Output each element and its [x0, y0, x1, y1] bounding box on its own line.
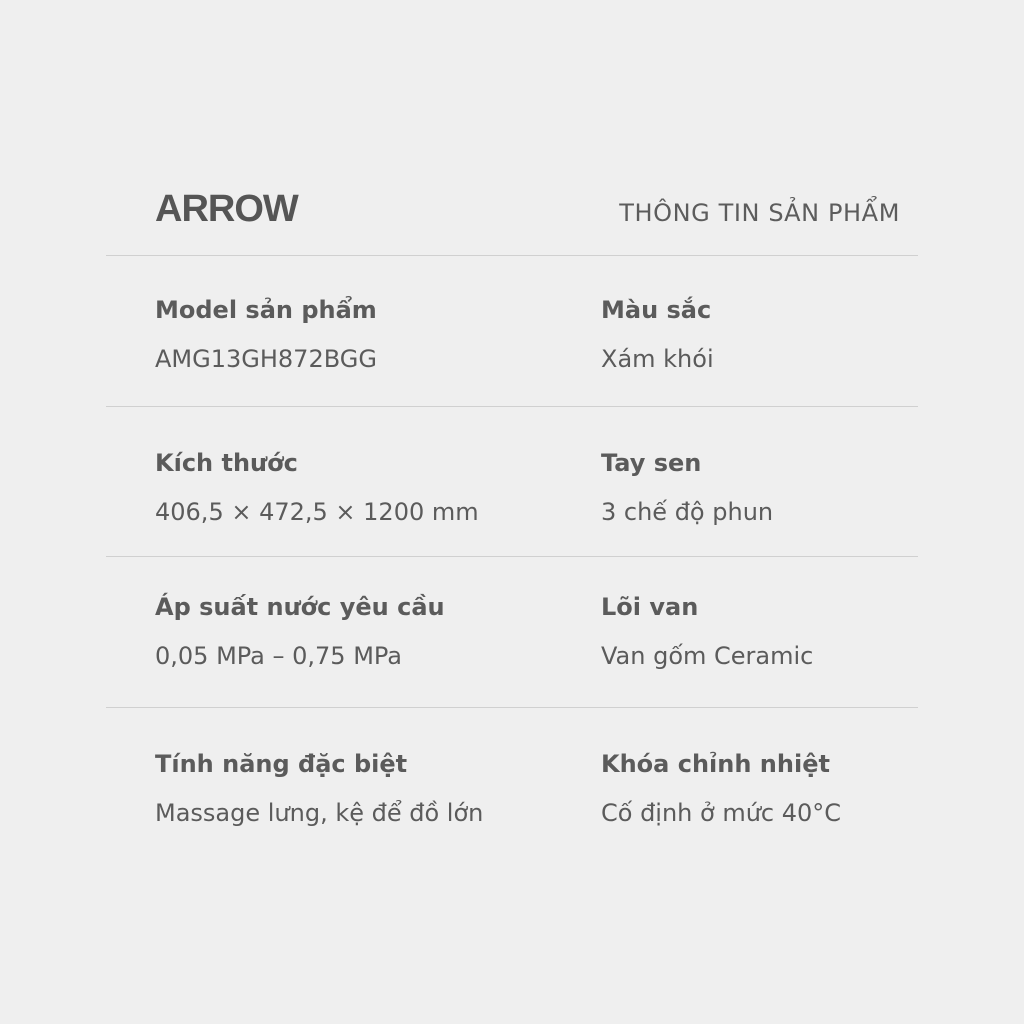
spec-label: Áp suất nước yêu cầu	[155, 593, 445, 621]
divider	[106, 707, 918, 708]
spec-value: Cố định ở mức 40°C	[601, 799, 842, 827]
brand-logo: ARROW	[155, 188, 298, 230]
spec-value: 406,5 × 472,5 × 1200 mm	[155, 498, 479, 526]
spec-model	[155, 298, 377, 371]
divider	[106, 255, 918, 256]
spec-label: Khóa chỉnh nhiệt	[601, 750, 830, 778]
divider	[106, 406, 918, 407]
spec-label: Tính năng đặc biệt	[155, 750, 408, 778]
spec-dimensions	[155, 451, 479, 524]
divider	[106, 556, 918, 557]
section-title: THÔNG TIN SẢN PHẨM	[619, 199, 900, 227]
spec-value: Van gốm Ceramic	[601, 642, 814, 670]
spec-value: 3 chế độ phun	[601, 498, 774, 526]
spec-value: Xám khói	[601, 345, 714, 373]
spec-label: Kích thước	[155, 449, 298, 477]
spec-label: Lõi van	[601, 593, 699, 621]
spec-label: Tay sen	[601, 449, 702, 477]
spec-water-pressure	[155, 595, 445, 668]
spec-color	[601, 298, 714, 371]
spec-label: Màu sắc	[601, 296, 712, 324]
spec-value: AMG13GH872BGG	[155, 345, 377, 373]
spec-value: 0,05 MPa – 0,75 MPa	[155, 642, 403, 670]
spec-hand-shower	[601, 451, 773, 524]
spec-label: Model sản phẩm	[155, 296, 377, 324]
spec-valve-core	[601, 595, 813, 668]
spec-special-features	[155, 752, 483, 825]
spec-thermostat-lock	[601, 752, 841, 825]
spec-value: Massage lưng, kệ để đồ lớn	[155, 799, 484, 827]
